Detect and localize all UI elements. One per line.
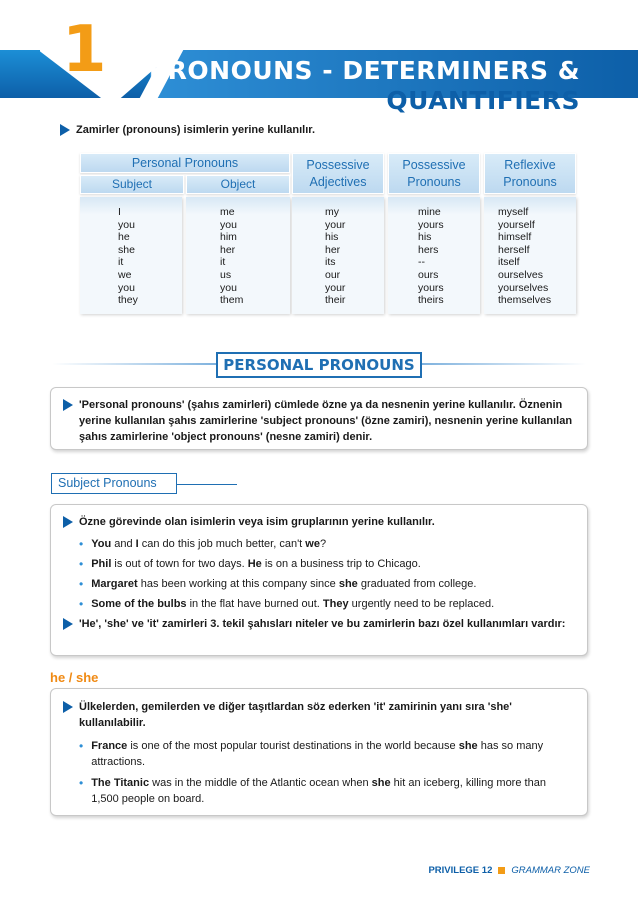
example-fragment: urgently need to be replaced.	[348, 598, 495, 610]
pronoun-cell: your	[325, 218, 346, 231]
example-text	[91, 536, 326, 552]
triangle-bullet-icon	[63, 516, 73, 528]
subject-pronouns-box	[50, 504, 588, 656]
example-fragment: can do this job much better, can't	[138, 538, 306, 550]
emphasized-word: He	[247, 558, 262, 570]
pronoun-cell: his	[418, 231, 432, 244]
intro-text: Zamirler (pronouns) isimlerin yerine kullanılır.	[76, 124, 316, 136]
bullet-dot-icon: •	[79, 597, 84, 611]
triangle-bullet-icon	[63, 618, 73, 630]
pronoun-cell: itself	[498, 256, 520, 269]
square-icon	[498, 867, 505, 874]
pronoun-cell: its	[325, 256, 336, 269]
section-rule-left	[52, 363, 216, 365]
pronoun-cell: we	[118, 268, 132, 281]
triangle-bullet-icon	[63, 399, 73, 411]
section-title: PERSONAL PRONOUNS	[223, 356, 415, 374]
he-she-box	[50, 688, 588, 816]
emphasized-word: Some of the bulbs	[91, 598, 187, 610]
subject-list	[118, 206, 182, 307]
unit-number: 1	[62, 13, 107, 87]
reflexive-pronouns-column	[484, 197, 576, 314]
subject-tab-rule	[177, 484, 237, 485]
emphasized-word: You	[91, 538, 112, 550]
personal-pronouns-explanation	[63, 397, 573, 445]
page-title-line1: PRONOUNS - DETERMINERS &	[148, 56, 580, 85]
subject-note-text: 'He', 'she' ve 'it' zamirleri 3. tekil şahısları niteler ve bu zamirlerin bazı özel kullanımları vardır:	[79, 618, 566, 630]
subject-note-line	[63, 616, 573, 632]
section-heading	[216, 352, 422, 378]
subject-pronouns-tab: Subject Pronouns	[51, 473, 177, 494]
example-fragment: was in the middle of the Atlantic ocean when	[149, 777, 372, 789]
subject-column	[80, 197, 182, 314]
example-fragment: ?	[319, 538, 327, 550]
bullet-dot-icon: •	[79, 577, 84, 591]
pronoun-cell: you	[220, 281, 237, 294]
possessive-pronouns-header: Possessive Pronouns	[388, 153, 480, 194]
he-she-examples-list	[63, 738, 573, 807]
pronoun-cell: theirs	[418, 294, 444, 307]
reflexive-pronouns-header: Reflexive Pronouns	[484, 153, 576, 194]
pronoun-cell: yourself	[498, 218, 535, 231]
personal-pronouns-column-group	[80, 153, 290, 307]
example-item	[79, 738, 573, 770]
he-she-lead-line	[63, 699, 573, 731]
pronoun-cell: hers	[418, 243, 439, 256]
pronoun-cell: yours	[418, 281, 444, 294]
pronoun-cell: it	[118, 256, 124, 269]
example-text	[91, 556, 421, 572]
pronoun-cell: yours	[418, 218, 444, 231]
pronoun-cell: himself	[498, 231, 532, 244]
subject-examples-list	[63, 536, 573, 612]
example-fragment: is one of the most popular tourist destinations in the world because	[127, 740, 459, 752]
pronoun-cell: you	[118, 218, 135, 231]
bullet-dot-icon: •	[79, 537, 84, 551]
pronoun-cell: his	[325, 231, 339, 244]
example-fragment: in the flat have burned out.	[186, 598, 323, 610]
triangle-bullet-icon	[60, 124, 70, 136]
subject-lead-line	[63, 514, 573, 530]
pronoun-cell: them	[220, 294, 244, 307]
example-item	[79, 775, 573, 807]
possessive-adjectives-header: Possessive Adjectives	[292, 153, 384, 194]
object-list	[220, 206, 290, 307]
example-fragment: has so many attractions.	[91, 740, 544, 768]
pronoun-cell: her	[325, 243, 341, 256]
example-text	[91, 576, 476, 592]
pronoun-cell: him	[220, 231, 237, 244]
pronoun-cell: my	[325, 206, 339, 218]
example-item	[79, 576, 573, 592]
example-fragment: has been working at this company since	[137, 578, 339, 590]
pronoun-cell: us	[220, 268, 232, 281]
emphasized-word: They	[322, 598, 349, 610]
footer-brand: PRIVILEGE 12	[428, 865, 493, 876]
emphasized-word: I	[135, 538, 139, 550]
possessive-pronouns-list	[418, 206, 480, 307]
pronoun-cell: she	[118, 243, 135, 256]
emphasized-word: she	[338, 578, 358, 590]
example-item	[79, 536, 573, 552]
he-she-lead-text: Ülkelerden, gemilerden ve diğer taşıtlardan söz ederken 'it' zamirinin yanı sıra 'she' kullanılabilir.	[79, 701, 512, 729]
he-she-heading: he / she	[50, 670, 99, 685]
example-fragment: graduated from college.	[357, 578, 477, 590]
pronoun-cell: they	[118, 294, 138, 307]
possessive-adjectives-column	[292, 197, 384, 314]
emphasized-word: we	[305, 538, 320, 550]
subject-lead-text: Özne görevinde olan isimlerin veya isim gruplarının yerine kullanılır.	[79, 516, 435, 528]
personal-pronouns-box	[50, 387, 588, 450]
example-fragment: is on a business trip to Chicago.	[261, 558, 421, 570]
example-item	[79, 596, 573, 612]
object-column	[186, 197, 290, 314]
pronoun-cell: he	[118, 231, 130, 244]
example-text	[91, 596, 494, 612]
pronoun-cell: ourselves	[498, 268, 543, 281]
page-title-line2: QUANTIFIERS	[386, 86, 580, 115]
intro-line	[60, 124, 315, 136]
emphasized-word: Margaret	[91, 578, 138, 590]
pronoun-cell: me	[220, 206, 235, 218]
example-text	[91, 738, 573, 770]
example-fragment: hit an iceberg, killing more than 1,500 people on board.	[91, 777, 546, 805]
triangle-bullet-icon	[63, 701, 73, 713]
reflexive-pronouns-column-group	[484, 153, 576, 307]
pronoun-cell: herself	[498, 243, 530, 256]
possessive-pronouns-column	[388, 197, 480, 314]
pronoun-cell: you	[220, 218, 237, 231]
personal-pronouns-header: Personal Pronouns	[80, 153, 290, 173]
pronoun-cell: you	[118, 281, 135, 294]
pronoun-cell: her	[220, 243, 236, 256]
bullet-dot-icon: •	[79, 739, 84, 753]
possessive-adjectives-list	[325, 206, 384, 307]
pronoun-cell: yourselves	[498, 281, 549, 294]
pronoun-cell: your	[325, 281, 346, 294]
pronoun-cell: it	[220, 256, 226, 269]
emphasized-word: France	[91, 740, 128, 752]
emphasized-word: Phil	[91, 558, 112, 570]
example-item	[79, 556, 573, 572]
object-header: Object	[186, 175, 290, 194]
pronoun-cell: mine	[418, 206, 441, 218]
bullet-dot-icon: •	[79, 557, 84, 571]
pronoun-cell: I	[118, 206, 121, 218]
emphasized-word: she	[458, 740, 478, 752]
subject-header: Subject	[80, 175, 184, 194]
pronoun-cell: their	[325, 294, 346, 307]
pronoun-cell: ours	[418, 268, 439, 281]
footer-zone: GRAMMAR ZONE	[511, 865, 590, 876]
emphasized-word: she	[371, 777, 391, 789]
pronoun-cell: our	[325, 268, 341, 281]
pronoun-cell: themselves	[498, 294, 552, 307]
emphasized-word: The Titanic	[91, 777, 150, 789]
example-fragment: and	[111, 538, 136, 550]
bullet-dot-icon: •	[79, 776, 84, 790]
pronoun-cell: myself	[498, 206, 529, 218]
section-rule-right	[422, 363, 586, 365]
example-fragment: is out of town for two days.	[111, 558, 248, 570]
reflexive-pronouns-list	[498, 206, 576, 307]
personal-box-text: 'Personal pronouns' (şahıs zamirleri) cümlede özne ya da nesnenin yerine kullanılır. Öznenin yerine kullanılan şahıs zamirlerine 'subject pronouns' (özne zamiri), nesnenin yerine kullanılan şahıs zamirlerine 'object pronouns' (nesne zamiri) denir.	[79, 399, 573, 443]
possessive-pronouns-column-group	[388, 153, 480, 307]
pronoun-cell: --	[418, 256, 425, 269]
example-text	[91, 775, 573, 807]
page-footer	[428, 865, 590, 876]
possessive-adjectives-column-group	[292, 153, 384, 307]
